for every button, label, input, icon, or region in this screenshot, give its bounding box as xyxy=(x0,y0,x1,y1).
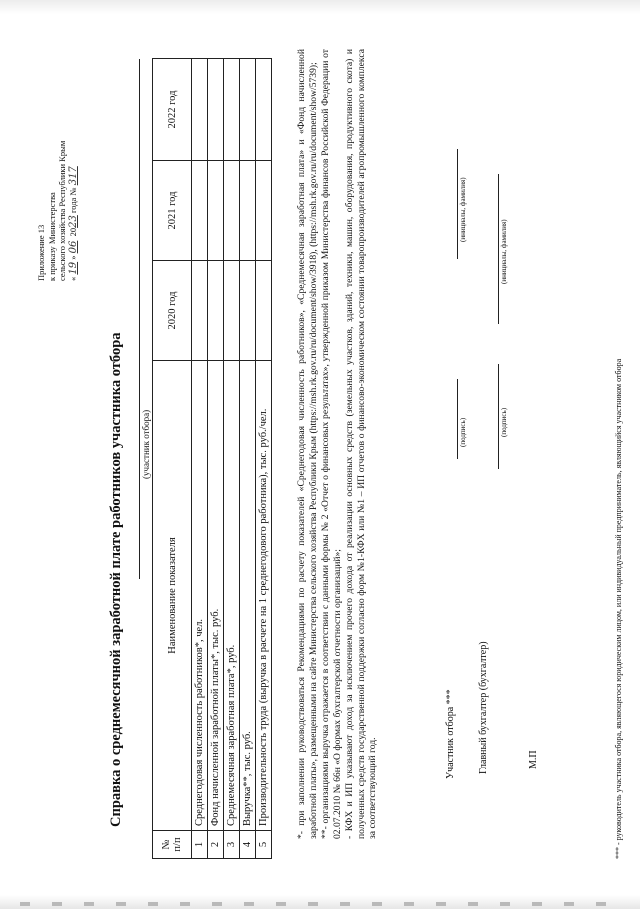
row-indicator: Выручка**, тыс. руб. xyxy=(240,361,256,831)
cell-2022 xyxy=(256,59,272,161)
participant-underline xyxy=(139,59,140,579)
cell-2021 xyxy=(256,161,272,261)
row-number: 4 xyxy=(240,831,256,859)
row-number: 1 xyxy=(192,831,208,859)
row-indicator: Среднемесячная заработная плата*, руб. xyxy=(224,361,240,831)
note-two: **- организациями выручка отражается в соответствии с данными формы № 2 «Отчет о финансовых результатах», утвержденной приказом Министерства финансов Российской Федерации от 02.07.2010 № 66н «О формах бухгалтерской отчетности организаций»; xyxy=(319,49,343,839)
header-2022: 2022 год xyxy=(153,59,192,161)
cell-2020 xyxy=(256,261,272,361)
cell-2022 xyxy=(224,59,240,161)
participant-name-line xyxy=(457,149,458,259)
note-three: - КФХ и ИП указывают доход за исключением прочего дохода от реализации основных средств (земельных участков, зданий, техники, машин, оборудования, продуктивного скота) и полученных средств государственной поддержки согласно форм №1-КФХ или №1 – ИП отчетов о финансово-экономическом состоянии товаропроизводителей агропромышленного комплекса за соответствующий год. xyxy=(343,49,379,839)
appendix-line-2: к приказу Министерства xyxy=(46,192,57,281)
participant-label: Участник отбора *** xyxy=(445,689,456,779)
cell-2020 xyxy=(224,261,240,361)
table-header-row xyxy=(153,59,192,859)
table-row xyxy=(224,59,240,859)
cell-2021 xyxy=(240,161,256,261)
participant-signature-line xyxy=(457,379,458,459)
header-number: № п/п xyxy=(153,831,192,859)
row-indicator: Среднегодовая численность работников*, чел. xyxy=(192,361,208,831)
participant-signature-caption: (подпись) xyxy=(459,417,467,447)
cell-2022 xyxy=(192,59,208,161)
date-year-prefix: 20 xyxy=(67,227,78,237)
indicators-table xyxy=(152,58,272,859)
row-number: 2 xyxy=(208,831,224,859)
footnote-three: *** - руководитель участника отбора, являющегося юридическим лицом, или индивидуальный предприниматель, являющийся участником отбора xyxy=(614,358,623,859)
participant-name-caption: (инициалы, фамилия) xyxy=(459,177,467,242)
table-row xyxy=(208,59,224,859)
row-number: 3 xyxy=(224,831,240,859)
table-row xyxy=(192,59,208,859)
header-2020: 2020 год xyxy=(153,261,192,361)
cell-2020 xyxy=(208,261,224,361)
cell-2021 xyxy=(224,161,240,261)
date-day-handwritten: 19 xyxy=(67,261,79,275)
row-number: 5 xyxy=(256,831,272,859)
accountant-label: Главный бухгалтер (бухгалтер) xyxy=(478,641,489,774)
header-indicator-name: Наименование показателя xyxy=(153,361,192,831)
date-year-handwritten: 23 xyxy=(67,215,79,228)
date-close-quote: » xyxy=(67,255,78,260)
cell-2021 xyxy=(192,161,208,261)
cell-2022 xyxy=(240,59,256,161)
header-2021: 2021 год xyxy=(153,161,192,261)
appendix-block xyxy=(36,141,79,281)
row-indicator: Производительность труда (выручка в расчете на 1 среднегодового работника), тыс. руб./чел. xyxy=(256,361,272,831)
appendix-date-line xyxy=(68,141,80,281)
accountant-name-line xyxy=(498,174,499,324)
accountant-name-caption: (инициалы, фамилия) xyxy=(500,219,508,284)
accountant-signature-caption: (подпись) xyxy=(500,407,508,437)
stamp-place-label: М.П xyxy=(528,750,539,769)
notes-block xyxy=(296,49,379,839)
cell-2020 xyxy=(240,261,256,361)
cell-2021 xyxy=(208,161,224,261)
appendix-line-3: сельского хозяйства Республики Крым xyxy=(57,140,67,281)
cell-2020 xyxy=(192,261,208,361)
cell-2022 xyxy=(208,59,224,161)
order-number-handwritten: 317 xyxy=(67,166,79,186)
participant-caption: (участник отбора) xyxy=(141,409,151,479)
date-suffix: года № xyxy=(67,187,78,214)
table-row xyxy=(240,59,256,859)
note-one: *- при заполнении руководствоваться Рекомендациями по расчету показателей «Среднегодовая численность работников», «Среднемесячная заработная плата» и «Фонд начисленной заработной платы», размещенными на сайте Министерства сельского хозяйства Республики Крым (https://msh.rk.gov.ru/ru/document/show/3918), (https://msh.rk.gov.ru/ru/document/show/5739); xyxy=(296,49,319,839)
document-title: Справка о среднемесячной заработной плате работников участника отбора xyxy=(108,332,124,827)
accountant-signature-line xyxy=(498,364,499,469)
row-indicator: Фонд начисленной заработной платы*, тыс. руб. xyxy=(208,361,224,831)
table-row xyxy=(256,59,272,859)
appendix-line-1: Приложение 13 xyxy=(36,224,46,281)
date-open-quote: « xyxy=(67,276,78,281)
date-month-handwritten: 06 xyxy=(67,240,79,254)
